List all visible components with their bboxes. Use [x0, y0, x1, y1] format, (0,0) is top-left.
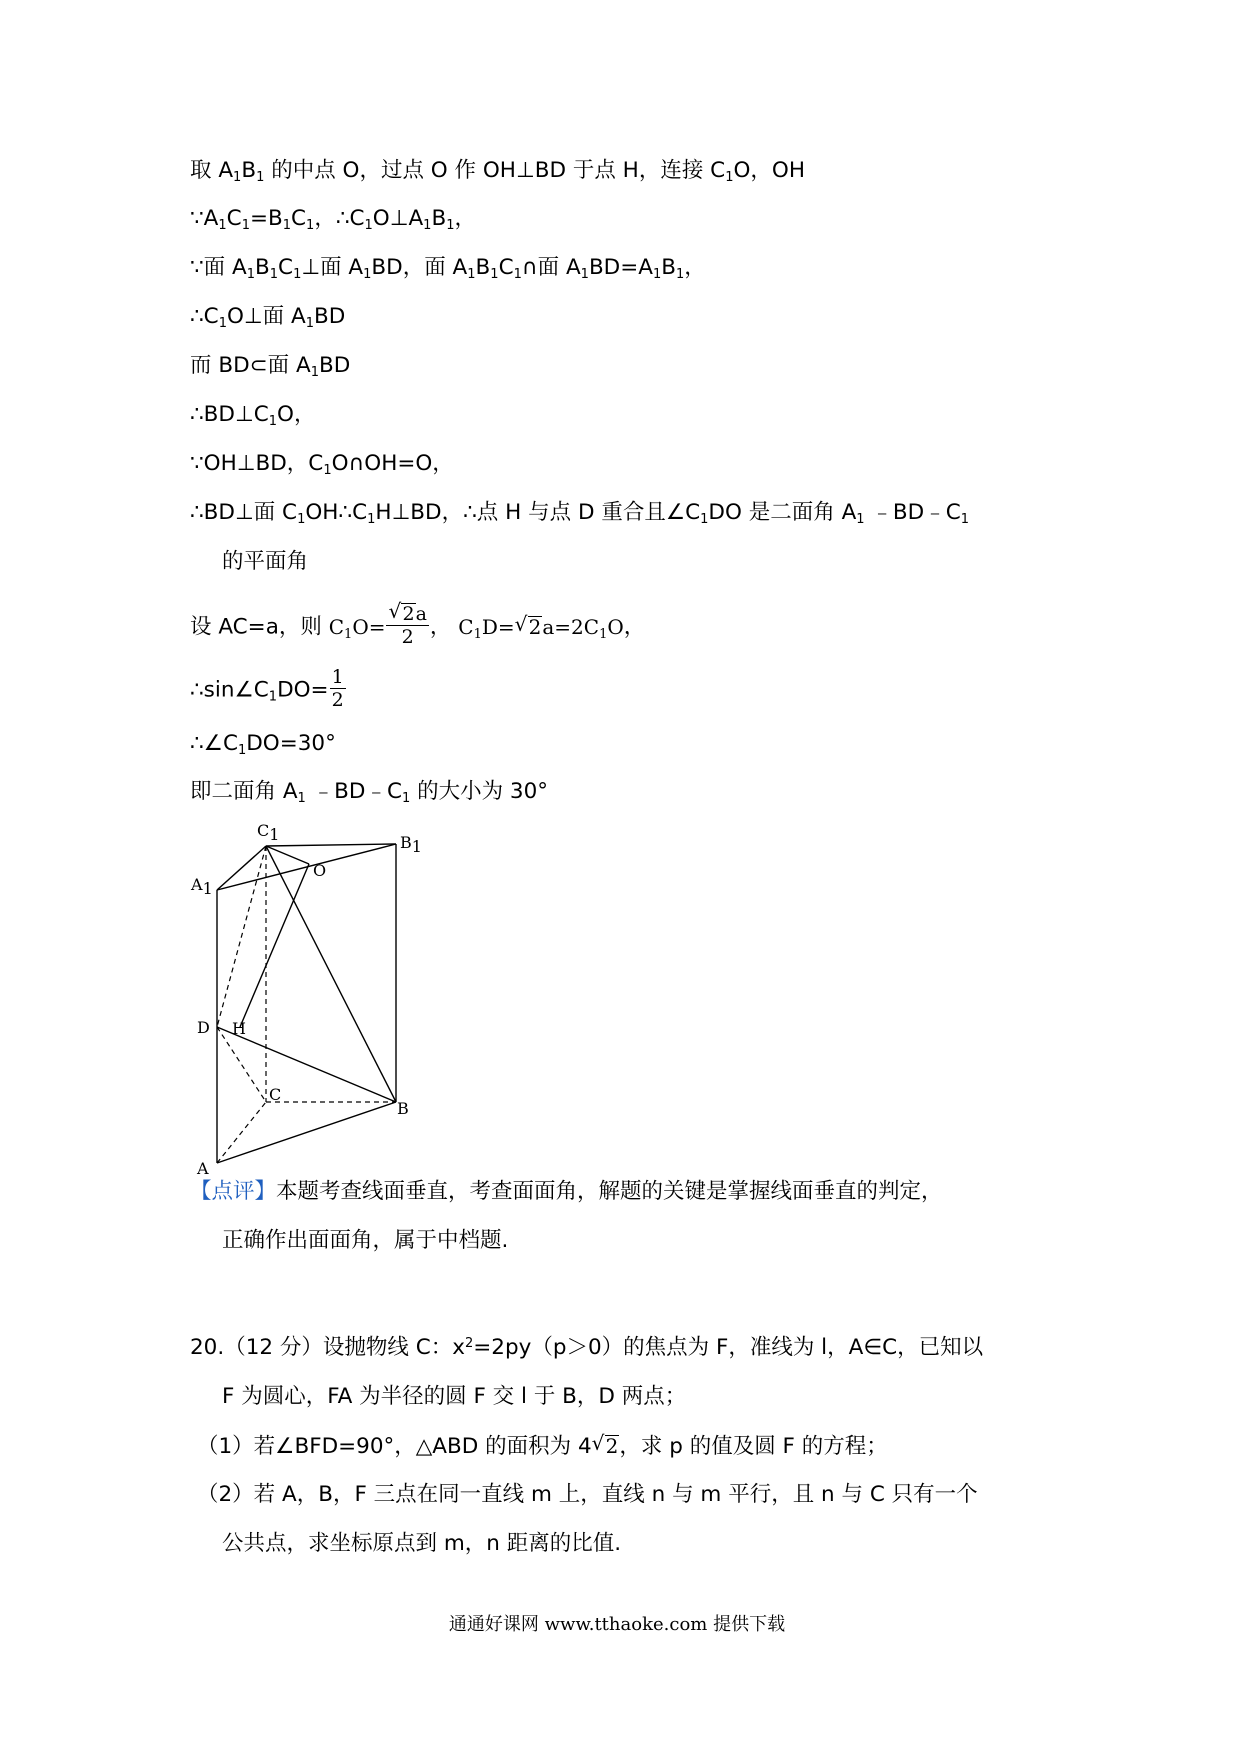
label-a: A	[197, 1159, 209, 1178]
solution-line-1: 取 $A_1B_1$ 的中点 O，过点 O 作 OH⊥BD 于点 H，连接 $C_1O$，OH	[190, 158, 805, 185]
solution-line-10: 设 AC=a，则 $C_1O=$ √ 2a 2 ， $C_1D=$ √ $2a=2C_1O$，	[190, 599, 646, 648]
segment-c1b	[266, 846, 396, 1102]
segment-oh	[240, 864, 309, 1027]
segment-c1o	[266, 846, 309, 864]
label-d: D	[197, 1018, 210, 1037]
edge-a1b1	[217, 844, 396, 890]
solution-line-11: $\therefore\sin\angle C_1DO=$ $\frac{1}{2}$	[190, 666, 344, 711]
solution-line-8: ∴BD⊥面 $C_1OH\therefore C_1H\perp BD$，∴点 H 与点 D 重合且$\angle C_1DO$ 是二面角 $A_1$ $﹣BD﹣C_1$	[190, 500, 969, 527]
problem20-line-5: 公共点，求坐标原点到 m，n 距离的比值.	[222, 1531, 622, 1556]
prism-figure	[185, 808, 425, 1178]
label-b: B	[397, 1099, 409, 1118]
segment-c1d	[217, 846, 266, 1027]
label-a1: A1	[191, 875, 213, 898]
solution-line-12: $\therefore\angle C_1DO=30^\circ$	[190, 731, 336, 758]
problem20-line-1: 20.（12 分）设抛物线 C：$x^2=2py(p>0)$的焦点为 F，准线为 l，A∈C，已知以	[190, 1335, 984, 1360]
solution-line-13: 即二面角 $A_1$ $﹣BD﹣C_1$ 的大小为 30°	[190, 779, 549, 806]
comment-tag: 【点评】	[190, 1179, 277, 1204]
label-c: C	[269, 1085, 282, 1104]
segment-dc	[217, 1027, 266, 1102]
problem20-part-1: （1）若∠BFD=90°，△ABD 的面积为 4 √ 2，求 p 的值及圆 F 的方程；	[197, 1431, 888, 1459]
comment-line-1: 【点评】本题考查线面垂直，考查面面角，解题的关键是掌握线面垂直的判定，	[190, 1179, 943, 1204]
solution-line-5: 而 BD⊂面 $A_1BD$	[190, 353, 351, 380]
fraction-sqrt2a-over-2: √ 2a 2	[388, 599, 427, 648]
label-c1: C1	[257, 821, 280, 844]
edge-ac	[217, 1102, 266, 1163]
sqrt-2: √ 2	[591, 1431, 619, 1458]
label-b1: B1	[400, 833, 422, 856]
label-h: H	[232, 1019, 246, 1038]
fraction-one-half: $\frac{1}{2}$	[331, 666, 344, 711]
solution-line-9: 的平面角	[222, 549, 309, 574]
segment-db	[217, 1027, 396, 1102]
solution-line-2: $\because A_1C_1=B_1C_1$，$\therefore C_1O\perp A_1B_1$，	[190, 206, 476, 233]
problem20-line-2: F 为圆心，FA 为半径的圆 F 交 l 于 B，D 两点；	[222, 1384, 687, 1409]
edge-ab	[217, 1102, 396, 1163]
page-footer: 通通好课网 www.tthaoke.com 提供下载	[448, 1614, 786, 1635]
solution-line-4: $\therefore C_1O\perp$面 $A_1BD$	[190, 304, 346, 331]
problem20-part-2: （2）若 A，B，F 三点在同一直线 m 上，直线 n 与 m 平行，且 n 与 C 只有一个	[197, 1482, 978, 1507]
label-o: O	[313, 861, 327, 880]
solution-line-6: $\therefore BD\perp C_1O$，	[190, 402, 316, 429]
formula-c1d: $C_1D=$ √ $2a=2C_1O$	[458, 611, 624, 642]
formula-c1o: $C_1O=$	[328, 614, 386, 642]
comment-line-2: 正确作出面面角，属于中档题.	[222, 1228, 509, 1253]
solution-line-7: ∵OH⊥BD，$C_1O\cap OH=O$，	[190, 451, 454, 478]
edge-c1b1	[266, 844, 396, 846]
solution-line-3: ∵面 $A_1B_1C_1\perp$面 $A_1BD$，面 $A_1B_1C_1\cap$面 $A_1BD=A_1B_1$，	[190, 255, 706, 282]
